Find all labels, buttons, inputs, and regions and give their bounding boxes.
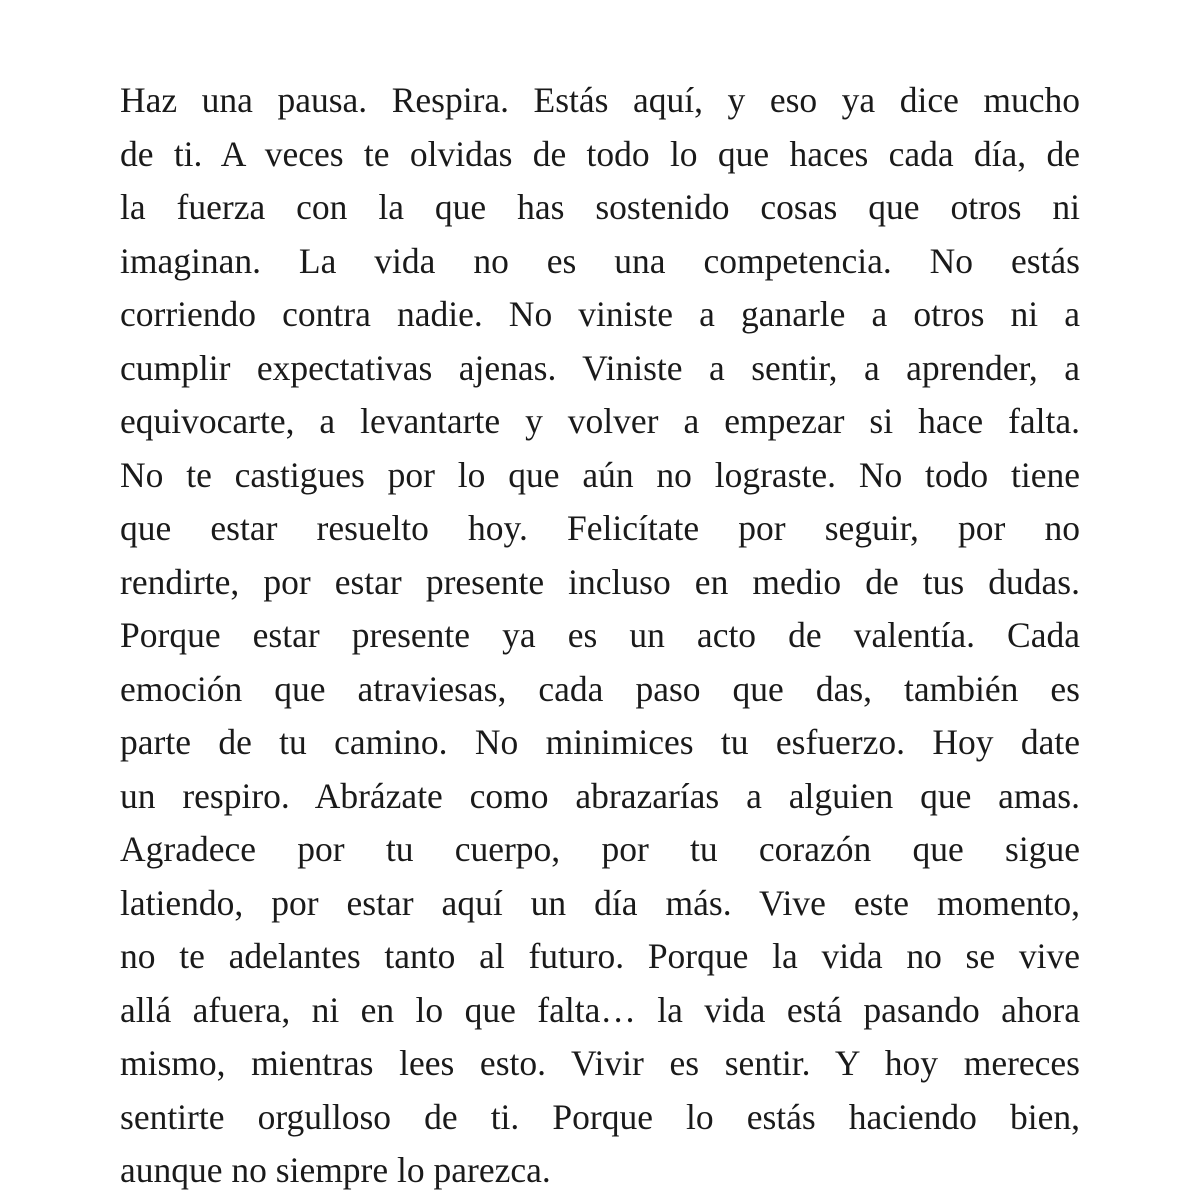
paragraph-line: latiendo, por estar aquí un día más. Vive este momento, (120, 882, 1080, 923)
paragraph-line: de ti. A veces te olvidas de todo lo que haces cada día, de (120, 133, 1080, 174)
paragraph-line: que estar resuelto hoy. Felicítate por seguir, por no (120, 508, 1080, 548)
paragraph-line: Agradece por tu cuerpo, por tu corazón que sigue (120, 829, 1080, 869)
paragraph-line-last: aunque no siempre lo parezca. (120, 1150, 551, 1190)
paragraph-line: emoción que atraviesas, cada paso que das, también es (120, 668, 1080, 709)
paragraph-line: un respiro. Abrázate como abrazarías a alguien que amas. (120, 775, 1080, 816)
paragraph-line: Porque estar presente ya es un acto de valentía. Cada (120, 615, 1080, 655)
paragraph-line: mismo, mientras lees esto. Vivir es sentir. Y hoy mereces (120, 1043, 1080, 1083)
paragraph-line: cumplir expectativas ajenas. Viniste a sentir, a aprender, a (120, 347, 1080, 388)
paragraph-line: parte de tu camino. No minimices tu esfuerzo. Hoy date (120, 722, 1080, 762)
paragraph-line: No te castigues por lo que aún no lograste. No todo tiene (120, 454, 1080, 495)
paragraph-line: corriendo contra nadie. No viniste a ganarle a otros ni a (120, 294, 1080, 334)
paragraph-line: Haz una pausa. Respira. Estás aquí, y eso ya dice mucho (120, 80, 1080, 120)
paragraph-line: la fuerza con la que has sostenido cosas que otros ni (120, 187, 1080, 227)
paragraph-line: allá afuera, ni en lo que falta… la vida está pasando ahora (120, 989, 1080, 1030)
paragraph-line: no te adelantes tanto al futuro. Porque la vida no se vive (120, 936, 1080, 976)
paragraph-line: imaginan. La vida no es una competencia. No estás (120, 240, 1080, 281)
body-paragraph (120, 74, 1080, 1198)
paragraph-line: rendirte, por estar presente incluso en medio de tus dudas. (120, 561, 1080, 602)
paragraph-line: equivocarte, a levantarte y volver a empezar si hace falta. (120, 401, 1080, 441)
paragraph-line: sentirte orgulloso de ti. Porque lo estás haciendo bien, (120, 1096, 1080, 1137)
